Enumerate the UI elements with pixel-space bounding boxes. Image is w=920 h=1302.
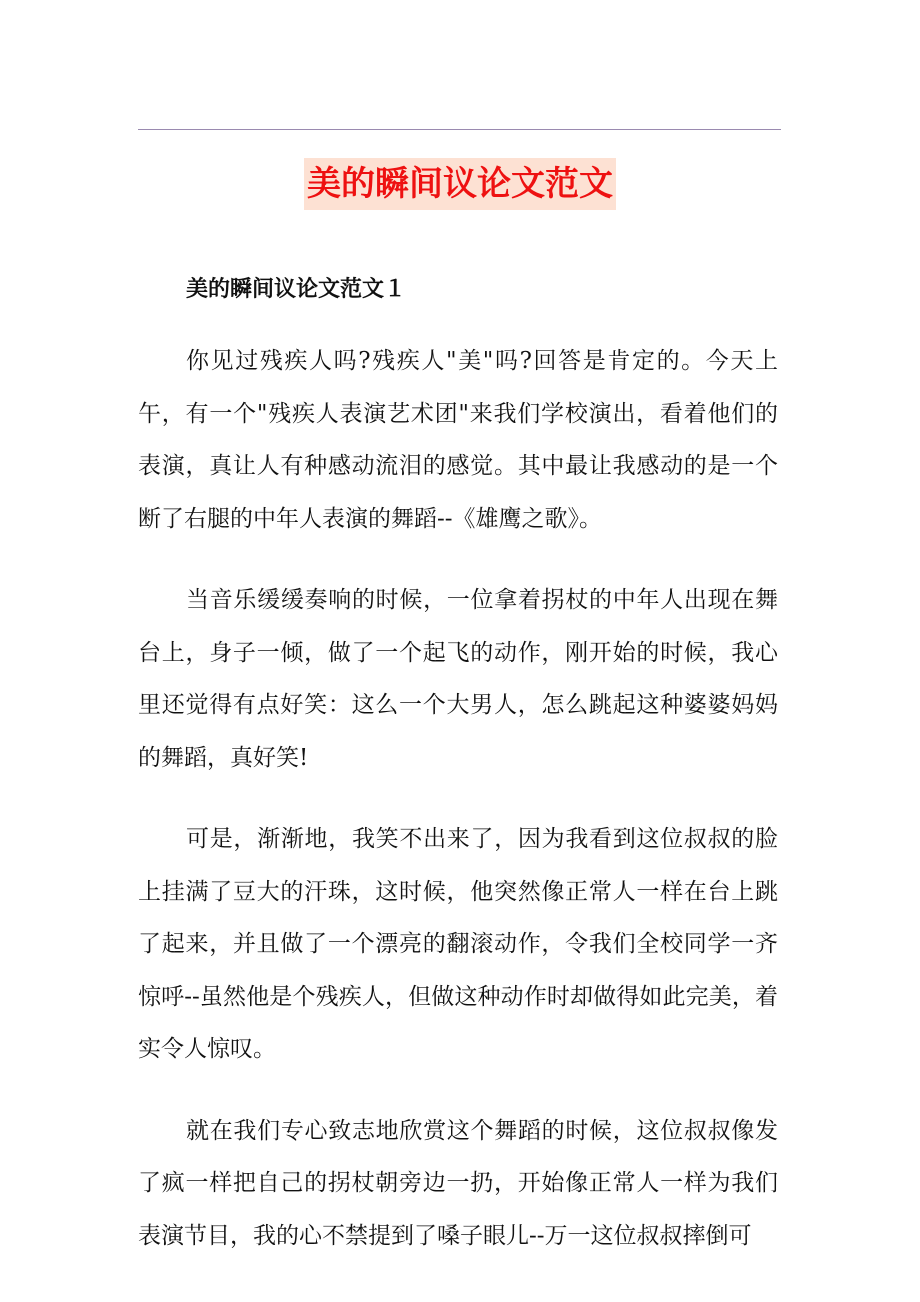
paragraph-4: 就在我们专心致志地欣赏这个舞蹈的时候，这位叔叔像发了疯一样把自己的拐杖朝旁边一扔，开始像正常人一样为我们表演节目，我的心不禁提到了嗓子眼儿--万一这位叔叔摔倒可 — [138, 1117, 778, 1249]
paragraph-3: 可是，渐渐地，我笑不出来了，因为我看到这位叔叔的脸上挂满了豆大的汗珠，这时候，他突然像正常人一样在台上跳了起来，并且做了一个漂亮的翻滚动作，令我们全校同学一齐惊呼--虽然他是个残疾人，但做这种动作时却做得如此完美，着实令人惊叹。 — [138, 826, 778, 1062]
header-rule — [138, 129, 781, 130]
title-container — [0, 158, 920, 210]
page-title: 美的瞬间议论文范文 — [304, 158, 616, 210]
article-body — [138, 272, 778, 1291]
section-title: 美的瞬间议论文范文１ — [186, 276, 407, 302]
paragraph-1: 你见过残疾人吗?残疾人"美"吗?回答是肯定的。今天上午，有一个"残疾人表演艺术团"来我们学校演出，看着他们的表演，真让人有种感动流泪的感觉。其中最让我感动的是一个断了右腿的中年人表演的舞蹈--《雄鹰之歌》。 — [138, 348, 778, 532]
paragraph-2: 当音乐缓缓奏响的时候，一位拿着拐杖的中年人出现在舞台上，身子一倾，做了一个起飞的动作，刚开始的时候，我心里还觉得有点好笑：这么一个大男人，怎么跳起这种婆婆妈妈的舞蹈，真好笑! — [138, 587, 778, 771]
